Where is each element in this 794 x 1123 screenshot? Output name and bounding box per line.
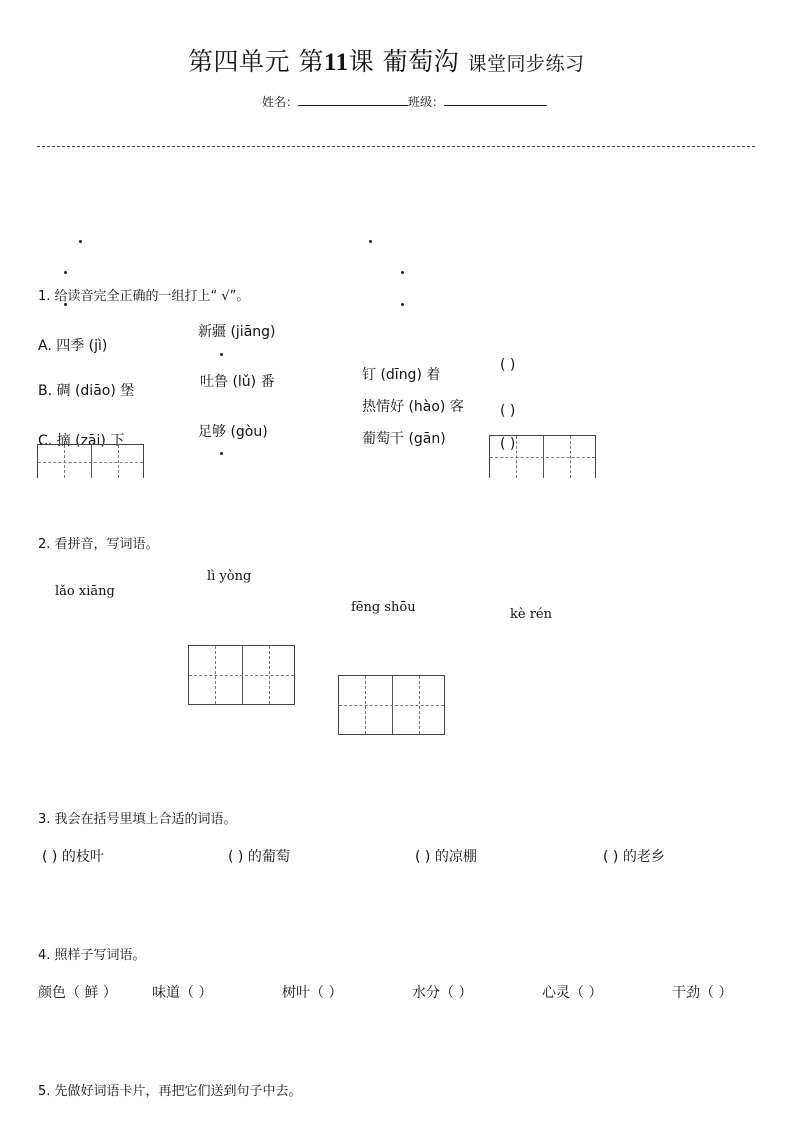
emphasis-dot [79, 240, 82, 243]
fill-blank-item[interactable]: ( ) 的葡萄 [228, 849, 290, 865]
answer-bracket[interactable]: ( ) [500, 357, 516, 373]
option-col2-item: 新疆 (jiāng) [198, 324, 276, 340]
student-info [262, 93, 547, 110]
writing-grid[interactable] [489, 435, 596, 478]
answer-bracket[interactable]: ( ) [500, 436, 516, 452]
name-field[interactable] [298, 93, 408, 106]
word-pattern-item[interactable]: 树叶（ ） [282, 985, 343, 1001]
question-4-stem: 4. 照样子写词语。 [38, 948, 146, 963]
option-c: C. 摘 (zāi) 下 [38, 433, 125, 449]
question-5-stem: 5. 先做好词语卡片，再把它们送到句子中去。 [38, 1084, 302, 1099]
fill-blank-item[interactable]: ( ) 的老乡 [603, 849, 665, 865]
class-field[interactable] [444, 93, 547, 106]
name-label: 姓名： [262, 95, 299, 109]
title-unit: 第四单元 [188, 47, 291, 76]
pinyin-prompt: kè rén [510, 607, 552, 622]
option-col2-item: 足够 (gòu) [198, 424, 268, 440]
option-col3-item: 葡萄干 (gān) [362, 431, 446, 447]
option-col2-item: 吐鲁 (lǔ) 番 [200, 374, 275, 390]
pinyin-prompt: lì yòng [207, 569, 252, 584]
question-2-stem: 2. 看拼音，写词语。 [38, 537, 159, 552]
word-pattern-item[interactable]: 水分（ ） [412, 985, 473, 1001]
word-pattern-item[interactable]: 味道（ ） [152, 985, 213, 1001]
emphasis-dot [220, 452, 223, 455]
word-pattern-item[interactable]: 干劲（ ） [672, 985, 733, 1001]
emphasis-dot [401, 303, 404, 306]
emphasis-dot [369, 240, 372, 243]
question-3-stem: 3. 我会在括号里填上合适的词语。 [38, 812, 237, 827]
title-lesson-suffix: 课 [348, 47, 375, 76]
emphasis-dot [220, 353, 223, 356]
pinyin-prompt: lǎo xiāng [55, 584, 115, 599]
title-subtitle: 课堂同步练习 [467, 53, 585, 75]
answer-bracket[interactable]: ( ) [500, 403, 516, 419]
fill-blank-item[interactable]: ( ) 的凉棚 [415, 849, 477, 865]
writing-grid[interactable] [188, 645, 295, 705]
word-pattern-item: 颜色（ 鲜 ） [38, 985, 117, 1001]
fill-blank-item[interactable]: ( ) 的枝叶 [42, 849, 104, 865]
option-col3-item: 热情好 (hào) 客 [362, 399, 464, 415]
separator-line [37, 146, 755, 147]
title-lesson-name: 葡萄沟 [382, 47, 460, 76]
question-1-stem: 1. 给读音完全正确的一组打上“ √”。 [38, 289, 250, 304]
writing-grid[interactable] [338, 675, 445, 735]
class-label: 班级： [408, 95, 445, 109]
title-lesson-number: 11 [323, 49, 349, 76]
writing-grid[interactable] [37, 444, 144, 478]
page-title [188, 42, 585, 78]
emphasis-dot [64, 271, 67, 274]
title-lesson-prefix: 第 [298, 47, 324, 76]
option-b: B. 碉 (diāo) 堡 [38, 383, 135, 399]
option-a: A. 四季 (jì) [38, 338, 108, 354]
word-pattern-item[interactable]: 心灵（ ） [542, 985, 603, 1001]
option-col3-item: 钉 (dīng) 着 [362, 367, 441, 383]
emphasis-dot [401, 271, 404, 274]
pinyin-prompt: fēng shōu [351, 600, 416, 615]
